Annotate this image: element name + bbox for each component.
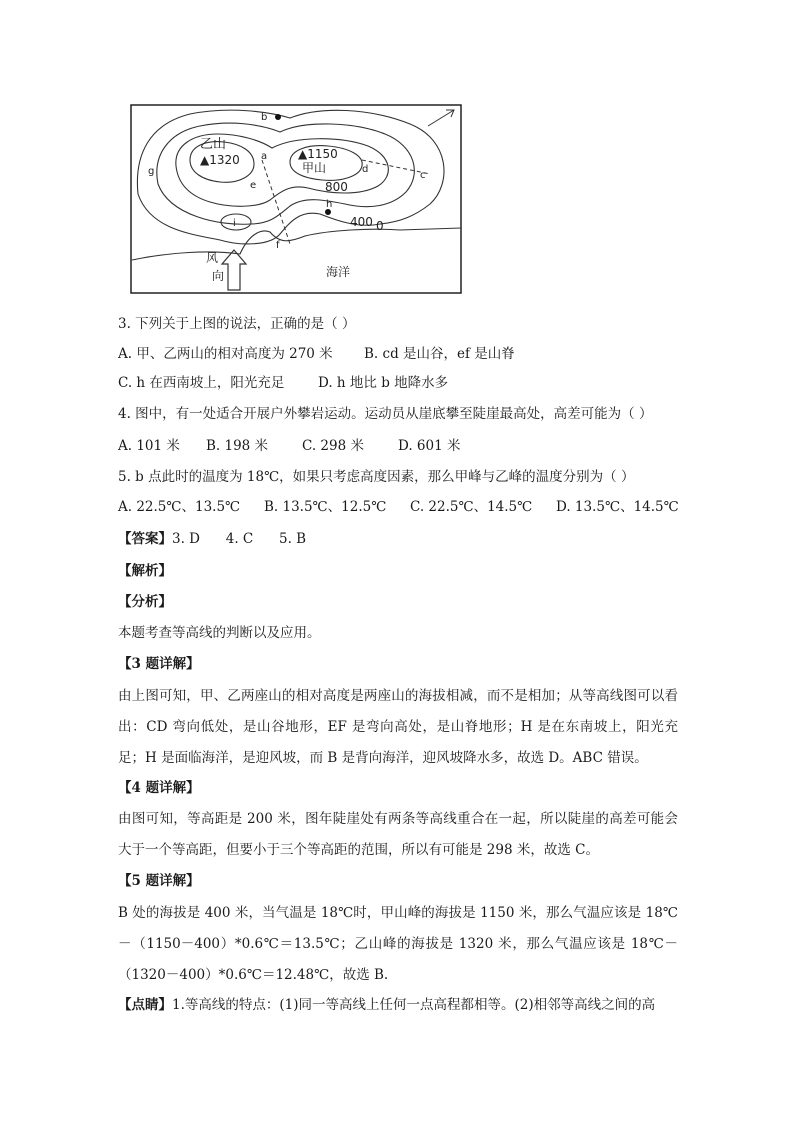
q5-option-a: A. 22.5℃、13.5℃ (118, 499, 241, 515)
q5-stem: 5. b 点此时的温度为 18℃，如果只考虑高度因素，那么甲峰与乙峰的温度分别为（ ） (118, 469, 635, 485)
label-f: f (276, 240, 280, 251)
label-b: b (261, 112, 268, 123)
label-i: i (233, 218, 236, 229)
dianjing-label: 【点睛】 (118, 997, 172, 1013)
label-wind-2: 向 (212, 269, 225, 283)
label-jia: 甲山 (302, 161, 327, 175)
q4-option-c: C. 298 米 (302, 438, 364, 454)
q5-option-b: B. 13.5℃、12.5℃ (264, 499, 387, 515)
q4-stem: 4. 图中，有一处适合开展户外攀岩运动。运动员从崖底攀至陡崖最高处，高差可能为（ ） (118, 406, 653, 422)
dianjing-line (118, 995, 655, 1015)
q3-option-b: B. cd 是山谷，ef 是山脊 (364, 346, 515, 362)
label-h: h (326, 199, 333, 210)
contour-map-figure (130, 104, 462, 294)
point-b (275, 114, 281, 120)
label-yi: 乙山 (200, 137, 227, 152)
detail3-title: 【3 题详解】 (118, 656, 200, 672)
detail4-text: 由图可知，等高距是 200 米，图年陡崖处有两条等高线重合在一起，所以陡崖的高差可能会大于一个等高距，但要小于三个等高距的范围，所以有可能是 298 米，故选 C。 (118, 811, 678, 858)
detail3-text: 由上图可知，甲、乙两座山的相对高度是两座山的海拔相减，而不是相加；从等高线图可以看出：CD 弯向低处，是山谷地形，EF 是弯向高处，是山脊地形；H 是在东南坡上，阳光充足；H 是面临海洋，是迎风坡，而 B 是背向海洋，迎风坡降水多，故选 D。ABC 错误。 (118, 688, 678, 766)
answer-line (118, 529, 306, 549)
label-a: a (261, 151, 268, 162)
q3-option-a: A. 甲、乙两山的相对高度为 270 米 (118, 346, 333, 362)
label-e: e (250, 180, 257, 191)
jiexi-heading: 【解析】 (118, 563, 172, 579)
answer-label: 【答案】 (118, 531, 172, 547)
label-jia-peak: ▲1150 (298, 147, 338, 161)
label-d: d (362, 164, 369, 175)
q3-option-d: D. h 地比 b 地降水多 (318, 375, 449, 391)
q4-option-d: D. 601 米 (398, 438, 461, 454)
label-yi-peak: ▲1320 (200, 153, 240, 167)
answer-text: 3. D 4. C 5. B (172, 531, 307, 547)
q4-option-a: A. 101 米 (118, 438, 180, 454)
fenxi-heading: 【分析】 (118, 594, 172, 610)
label-ocean: 海洋 (326, 265, 351, 279)
q5-option-d: D. 13.5℃、14.5℃ (556, 499, 679, 515)
q4-option-b: B. 198 米 (206, 438, 269, 454)
label-400: 400 (350, 215, 373, 229)
q5-option-c: C. 22.5℃、14.5℃ (410, 499, 533, 515)
detail5-title: 【5 题详解】 (118, 873, 200, 889)
q3-options-row1 (118, 344, 515, 364)
label-800: 800 (325, 180, 348, 194)
q3-options-row2 (118, 373, 448, 393)
fenxi-text: 本题考查等高线的判断以及应用。 (118, 625, 321, 641)
detail5-text: B 处的海拔是 400 米，当气温是 18℃时，甲山峰的海拔是 1150 米，那么气温应该是 18℃－（1150－400）*0.6℃＝13.5℃；乙山峰的海拔是 1320 米，那么气温应该是 18℃－（1320－400）*0.6℃＝12.48℃，故选 B. (118, 905, 678, 983)
q3-stem: 3. 下列关于上图的说法，正确的是（ ） (118, 316, 356, 332)
label-0: 0 (376, 219, 384, 233)
q5-options-row (118, 497, 679, 517)
label-g: g (148, 166, 155, 177)
q4-options-row (118, 436, 460, 456)
detail4-title: 【4 题详解】 (118, 780, 200, 796)
q3-option-c: C. h 在西南坡上，阳光充足 (118, 375, 285, 391)
contour-map-svg (130, 104, 462, 294)
dianjing-text: 1.等高线的特点：(1)同一等高线上任何一点高程都相等。(2)相邻等高线之间的高 (172, 997, 656, 1013)
label-c: c (420, 170, 426, 181)
label-wind-1: 风 (206, 251, 219, 265)
